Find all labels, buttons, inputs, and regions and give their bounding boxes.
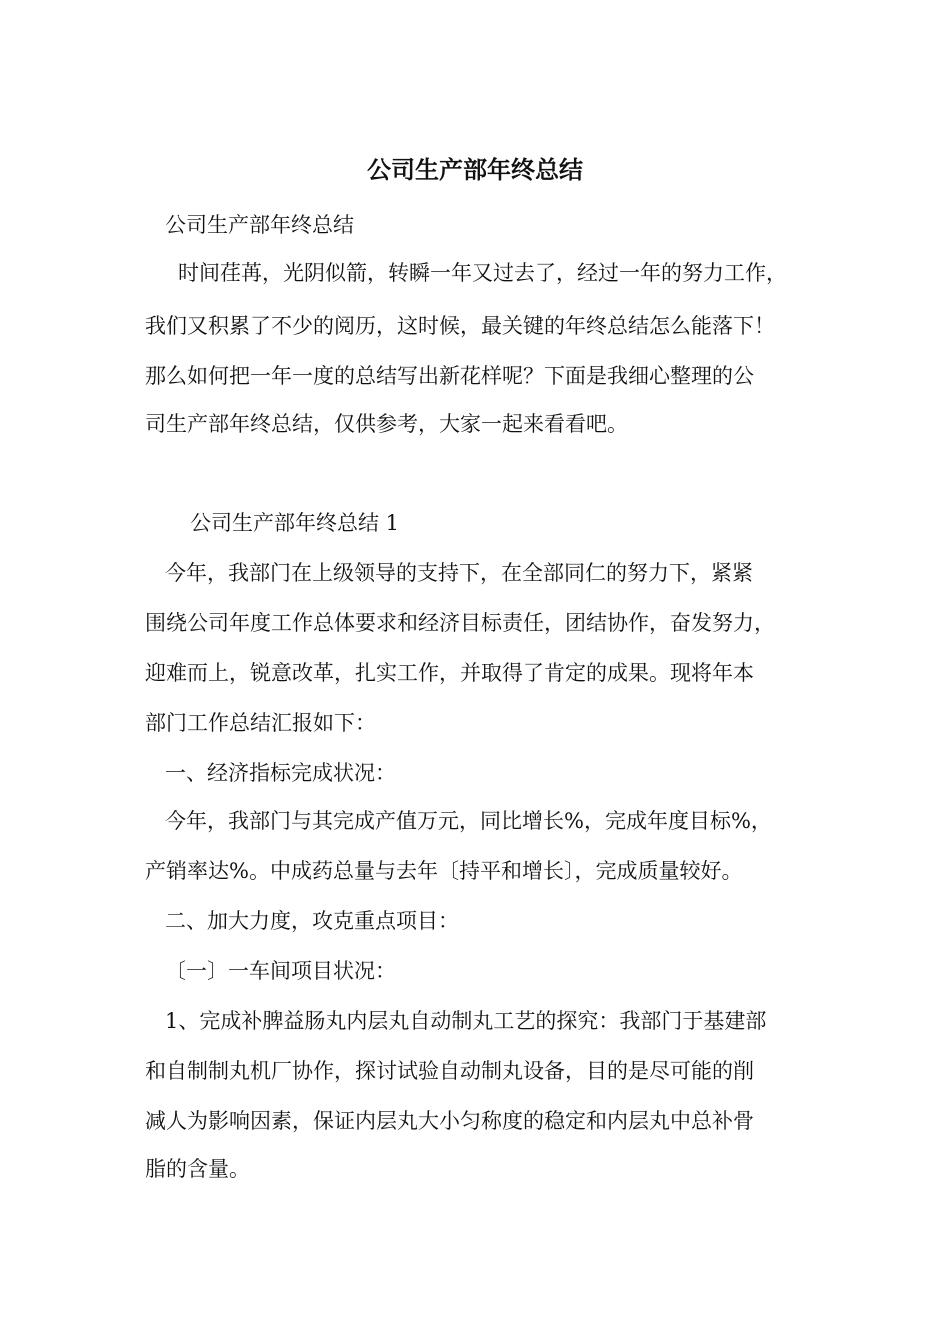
body-line: 部门工作总结汇报如下：	[145, 711, 376, 735]
intro-line: 司生产部年终总结，仅供参考，大家一起来看看吧。	[145, 412, 628, 436]
body-line: 1、完成补脾益肠丸内层丸自动制丸工艺的探究：我部门于基建部	[165, 1009, 767, 1033]
intro-line: 时间荏苒，光阴似箭，转瞬一年又过去了，经过一年的努力工作，	[178, 261, 787, 285]
body-line: 今年，我部门在上级领导的支持下，在全部同仁的努力下，紧紧	[165, 561, 753, 585]
body-line: 一、经济指标完成状况：	[165, 761, 396, 785]
body-line: 〔一〕一车间项目状况：	[165, 959, 396, 983]
body-line: 减人为影响因素，保证内层丸大小匀称度的稳定和内层丸中总补骨	[145, 1109, 754, 1133]
body-line: 今年，我部门与其完成产值万元，同比增长%，完成年度目标%，	[165, 809, 772, 833]
intro-line: 那么如何把一年一度的总结写出新花样呢？下面是我细心整理的公	[145, 364, 754, 388]
body-line: 迎难而上，锐意改革，扎实工作，并取得了肯定的成果。现将年本	[145, 661, 754, 685]
section-heading: 公司生产部年终总结 1	[190, 511, 400, 535]
body-line: 脂的含量。	[145, 1157, 250, 1181]
intro-line: 我们又积累了不少的阅历，这时候，最关键的年终总结怎么能落下！	[145, 314, 775, 338]
body-line: 二、加大力度，攻克重点项目：	[165, 909, 459, 933]
body-line: 围绕公司年度工作总体要求和经济目标责任，团结协作，奋发努力，	[145, 611, 775, 635]
body-line: 产销率达%。中成药总量与去年〔持平和增长〕，完成质量较好。	[145, 859, 743, 883]
document-subtitle: 公司生产部年终总结	[165, 213, 354, 237]
document-title: 公司生产部年终总结	[367, 155, 583, 184]
body-line: 和自制制丸机厂协作，探讨试验自动制丸设备，目的是尽可能的削	[145, 1059, 754, 1083]
